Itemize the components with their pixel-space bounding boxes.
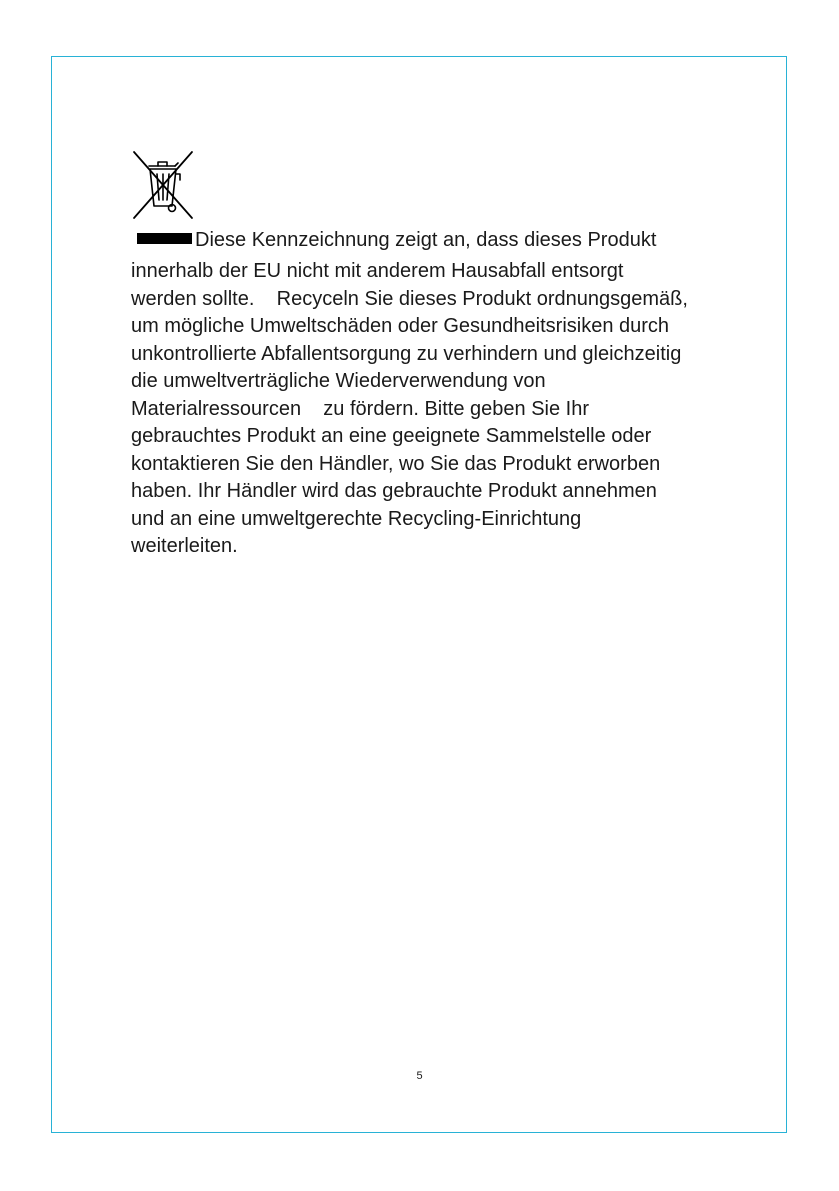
notice-line: haben. Ihr Händler wird das gebrauchte Produkt annehmen (131, 480, 657, 502)
notice-line: weiterleiten. (131, 535, 238, 557)
notice-line: werden sollte. Recyceln Sie dieses Produkt ordnungsgemäß, (131, 287, 688, 310)
notice-first-line-text: Diese Kennzeichnung zeigt an, dass dieses Produkt (195, 229, 657, 251)
black-bar-marker (137, 233, 192, 244)
notice-line: unkontrollierte Abfallentsorgung zu verhindern und gleichzeitig (131, 342, 682, 365)
crossed-out-wheelie-bin-icon (131, 150, 195, 220)
notice-line: gebrauchtes Produkt an eine geeignete Sammelstelle oder (131, 425, 652, 447)
page-number: 5 (416, 1070, 423, 1082)
notice-line: die umweltverträgliche Wiederverwendung von (131, 370, 546, 392)
notice-body (131, 258, 771, 561)
notice-line: um mögliche Umweltschäden oder Gesundheitsrisiken durch (131, 315, 670, 337)
notice-line: Materialressourcen zu fördern. Bitte geben Sie Ihr (131, 397, 590, 420)
notice-first-line (137, 227, 656, 253)
notice-line: kontaktieren Sie den Händler, wo Sie das Produkt erworben (131, 452, 661, 475)
notice-line: innerhalb der EU nicht mit anderem Hausabfall entsorgt (131, 260, 624, 282)
notice-line: und an eine umweltgerechte Recycling-Einrichtung (131, 507, 582, 530)
